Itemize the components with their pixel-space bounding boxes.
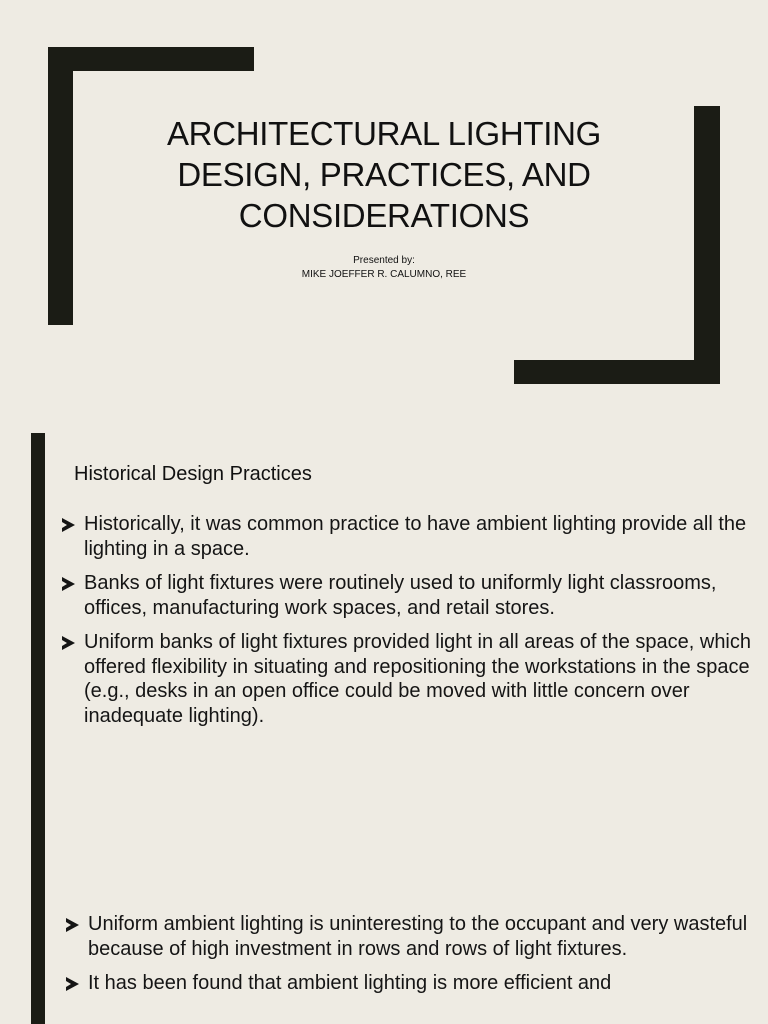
list-item	[58, 630, 758, 728]
bullet-text: Historically, it was common practice to have ambient lighting provide all the lighting in a space.	[84, 513, 747, 560]
arrow-bullet-icon	[62, 577, 75, 591]
presenter-name: MIKE JOEFFER R. CALUMNO, REE	[301, 269, 467, 280]
list-item	[58, 512, 758, 561]
frame-bar-top-left-horizontal	[48, 47, 254, 71]
bullet-text: Banks of light fixtures were routinely used to uniformly light classrooms, offices, manufacturing work spaces, and retail stores.	[84, 572, 717, 619]
title-slide	[0, 0, 768, 400]
arrow-bullet-icon	[62, 518, 75, 532]
bullet-list	[58, 512, 758, 728]
frame-bar-bottom-right-vertical	[694, 106, 720, 384]
slide-left-accent-bar	[31, 433, 45, 1024]
presented-by-label: Presented by:	[353, 255, 415, 266]
frame-bar-top-left-vertical	[48, 47, 73, 325]
arrow-bullet-icon	[66, 977, 79, 991]
list-item	[62, 912, 752, 961]
bullet-list-continued	[62, 912, 752, 996]
bullet-text: Uniform ambient lighting is uninteresting to the occupant and very wasteful because of high investment in rows and rows of light fixtures.	[88, 913, 748, 960]
arrow-bullet-icon	[62, 636, 75, 650]
list-item	[58, 571, 758, 620]
frame-bar-bottom-right-horizontal	[514, 360, 720, 384]
slide-heading: Historical Design Practices	[74, 463, 312, 485]
bullet-text: It has been found that ambient lighting is more efficient and	[88, 972, 612, 994]
list-item	[62, 971, 752, 996]
arrow-bullet-icon	[66, 918, 79, 932]
presentation-title: ARCHITECTURAL LIGHTING DESIGN, PRACTICES, AND CONSIDERATIONS	[166, 115, 602, 234]
bullet-text: Uniform banks of light fixtures provided light in all areas of the space, which offered flexibility in situating and repositioning the workstations in the space (e.g., desks in an open office could be moved with little concern over inadequate lighting).	[84, 631, 752, 727]
